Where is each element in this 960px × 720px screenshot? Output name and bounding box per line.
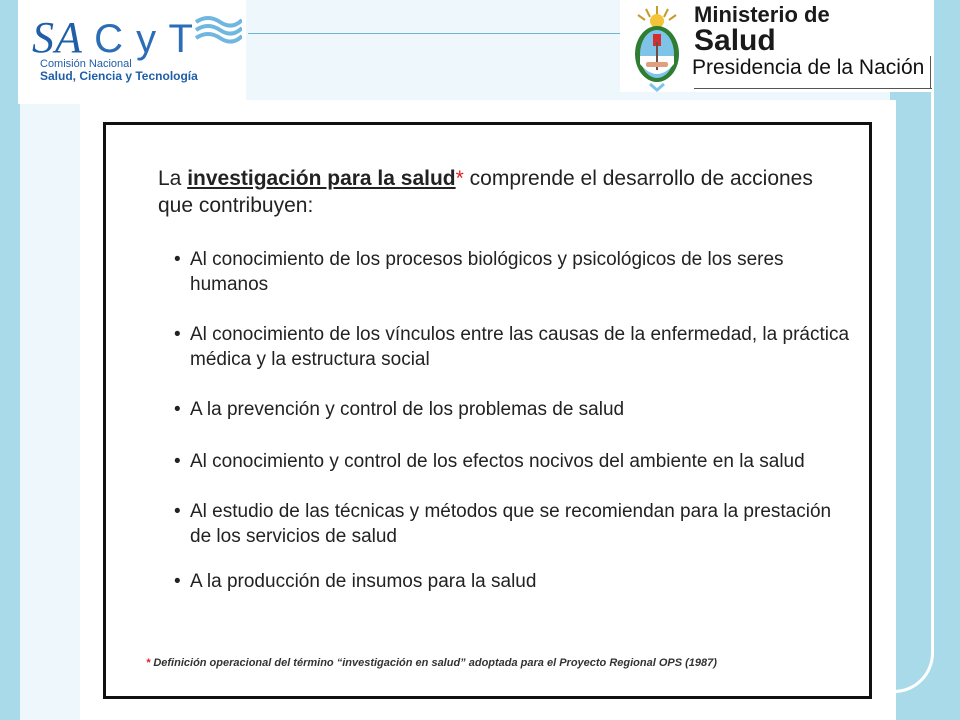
content-box [103,122,872,699]
sacyt-cyt: C y T [94,17,194,61]
bullet-item: • Al conocimiento de los vínculos entre las causas de la enfermedad, la práctica médica y la estructura social [174,322,854,372]
sacyt-sa: SA [32,13,83,62]
footnote [146,657,846,669]
ministerio-underline [694,88,932,89]
intro-suffix: comprende el desarrollo de acciones que contribuyen: [158,167,813,217]
sacyt-logo [18,0,246,104]
sacyt-subtitle-line1: Comisión Nacional [40,58,132,70]
intro-prefix: La [158,167,188,190]
intro-asterisk: * [455,167,464,190]
bullet-list [174,247,854,594]
footnote-text: Definición operacional del término “investigación en salud” adoptada para el Proyecto Regional OPS (1987) [150,657,717,669]
ministerio-vertical-rule [930,56,931,89]
bullet-item: • Al conocimiento de los procesos biológicos y psicológicos de los seres humanos [174,247,854,297]
flag-waves-icon [194,12,242,46]
bullet-item: • A la prevención y control de los problemas de salud [174,397,854,422]
footnote-asterisk: * [146,657,151,669]
national-shield-icon [626,4,688,92]
ministerio-logo [620,0,934,92]
bullet-item: • Al conocimiento y control de los efectos nocivos del ambiente en la salud [174,449,854,474]
bullet-item: • Al estudio de las técnicas y métodos que se recomiendan para la prestación de los servicios de salud [174,499,854,549]
sacyt-subtitle-line2: Salud, Ciencia y Tecnología [40,69,198,83]
header-divider [248,33,628,34]
ministerio-line2: Salud [694,24,776,57]
sacyt-wordmark [32,12,194,63]
sacyt-subtitle [40,58,198,82]
intro-highlight: investigación para la salud [187,167,456,190]
ministerio-line1: Ministerio de [694,2,830,27]
frame-edge [890,0,960,720]
bullet-item: • A la producción de insumos para la salud [174,569,854,594]
ministerio-line3: Presidencia de la Nación [692,56,925,79]
intro-paragraph [158,165,818,219]
